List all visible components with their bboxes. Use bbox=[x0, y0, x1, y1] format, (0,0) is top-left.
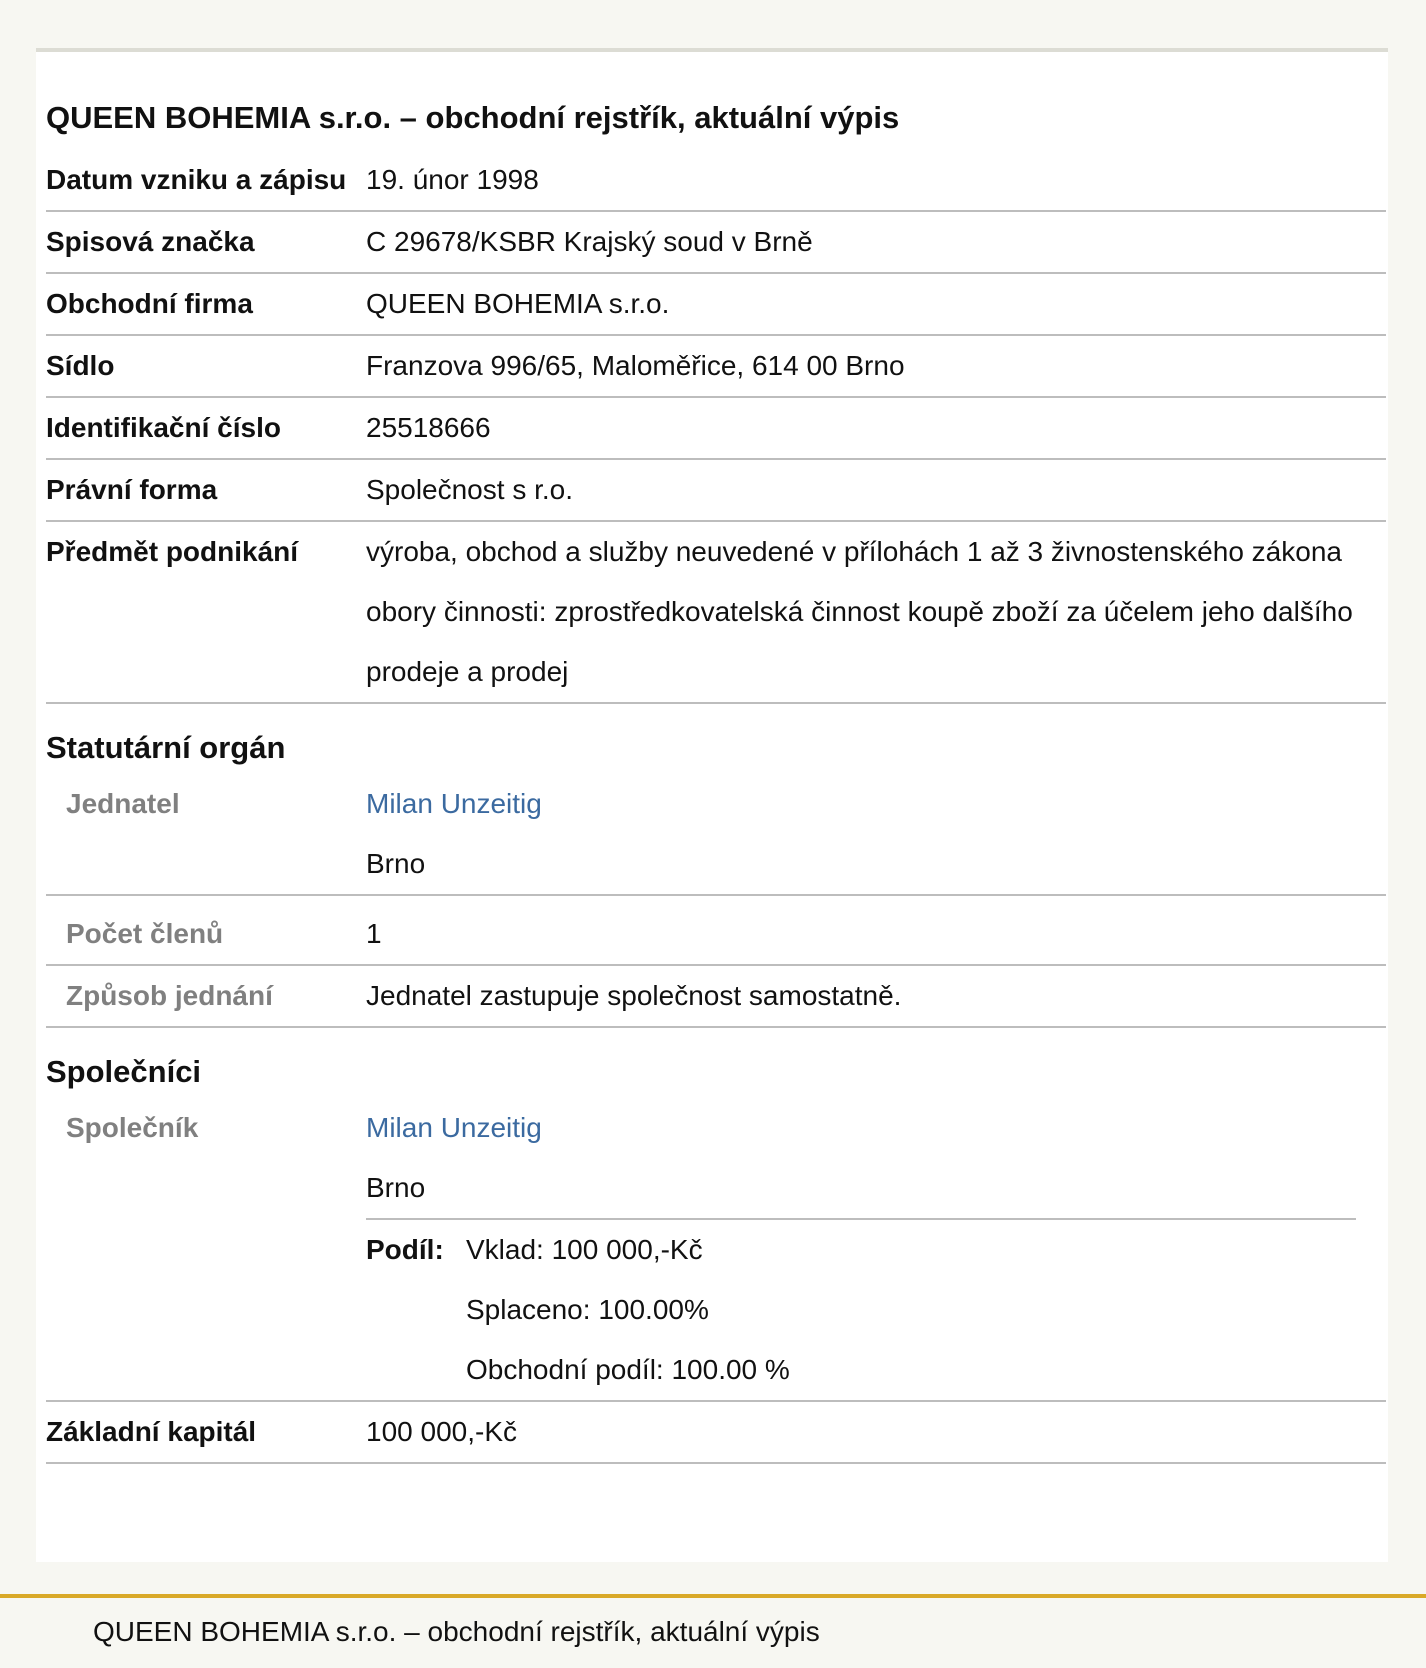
value-pravni-forma: Společnost s r.o. bbox=[366, 474, 574, 505]
value-predmet-podnikani: výroba, obchod a služby neuvedené v přílohách 1 až 3 živnostenského zákona obory činnosti: zprostředkovatelská činnost koupě zboží za účelem jeho dalšího prodeje a prodej bbox=[366, 536, 1353, 687]
row-zakladni-kapital bbox=[46, 1402, 1386, 1464]
jednatel-city: Brno bbox=[366, 848, 426, 879]
page-title: QUEEN BOHEMIA s.r.o. – obchodní rejstřík, aktuální výpis bbox=[46, 100, 900, 135]
section-statutarni-organ: Statutární orgán bbox=[46, 730, 286, 765]
label-predmet-podnikani: Předmět podnikání bbox=[46, 536, 299, 567]
label-identifikacni-cislo: Identifikační číslo bbox=[46, 412, 281, 443]
label-spisova-znacka: Spisová značka bbox=[46, 226, 255, 257]
footer bbox=[0, 1594, 1426, 1668]
register-content bbox=[46, 98, 1386, 1464]
label-jednatel: Jednatel bbox=[66, 788, 180, 819]
section-spolecnici: Společníci bbox=[46, 1054, 202, 1089]
value-pocet-clenu: 1 bbox=[366, 918, 382, 949]
row-sidlo bbox=[46, 336, 1386, 398]
row-zpusob-jednani bbox=[46, 966, 1386, 1028]
row-identifikacni-cislo bbox=[46, 398, 1386, 460]
value-datum-vzniku: 19. únor 1998 bbox=[366, 164, 539, 195]
value-spisova-znacka: C 29678/KSBR Krajský soud v Brně bbox=[366, 226, 813, 257]
label-datum-vzniku: Datum vzniku a zápisu bbox=[46, 164, 347, 195]
label-obchodni-firma: Obchodní firma bbox=[46, 288, 253, 319]
value-identifikacni-cislo: 25518666 bbox=[366, 412, 491, 443]
share-label: Podíl: bbox=[366, 1234, 444, 1265]
value-sidlo: Franzova 996/65, Maloměřice, 614 00 Brno bbox=[366, 350, 905, 381]
value-zakladni-kapital: 100 000,-Kč bbox=[366, 1416, 517, 1447]
row-pocet-clenu bbox=[46, 896, 1386, 966]
value-zpusob-jednani: Jednatel zastupuje společnost samostatně. bbox=[366, 980, 902, 1011]
share-details bbox=[466, 1220, 1366, 1400]
row-spolecnik bbox=[46, 1098, 1386, 1402]
value-jednatel bbox=[366, 774, 1386, 894]
label-spolecnik: Společník bbox=[66, 1112, 199, 1143]
label-zakladni-kapital: Základní kapitál bbox=[46, 1416, 257, 1447]
row-jednatel bbox=[46, 774, 1386, 896]
share-vklad: Vklad: 100 000,-Kč bbox=[466, 1234, 703, 1265]
label-pravni-forma: Právní forma bbox=[46, 474, 218, 505]
register-card bbox=[36, 48, 1388, 1562]
row-obchodni-firma bbox=[46, 274, 1386, 336]
value-obchodni-firma: QUEEN BOHEMIA s.r.o. bbox=[366, 288, 670, 319]
row-pravni-forma bbox=[46, 460, 1386, 522]
spolecnik-city: Brno bbox=[366, 1172, 426, 1203]
spolecnik-name-link[interactable]: Milan Unzeitig bbox=[366, 1112, 542, 1143]
share-splaceno: Splaceno: 100.00% bbox=[466, 1294, 709, 1325]
row-spisova-znacka bbox=[46, 212, 1386, 274]
spolecnik-share bbox=[366, 1220, 1366, 1400]
label-sidlo: Sídlo bbox=[46, 350, 115, 381]
row-predmet-podnikani bbox=[46, 522, 1386, 704]
label-zpusob-jednani: Způsob jednání bbox=[66, 980, 273, 1011]
footer-title: QUEEN BOHEMIA s.r.o. – obchodní rejstřík, aktuální výpis bbox=[93, 1616, 820, 1647]
value-spolecnik bbox=[366, 1098, 1386, 1400]
label-pocet-clenu: Počet členů bbox=[66, 918, 224, 949]
row-datum-vzniku bbox=[46, 150, 1386, 212]
jednatel-name-link[interactable]: Milan Unzeitig bbox=[366, 788, 542, 819]
share-obchodni-podil: Obchodní podíl: 100.00 % bbox=[466, 1354, 790, 1385]
